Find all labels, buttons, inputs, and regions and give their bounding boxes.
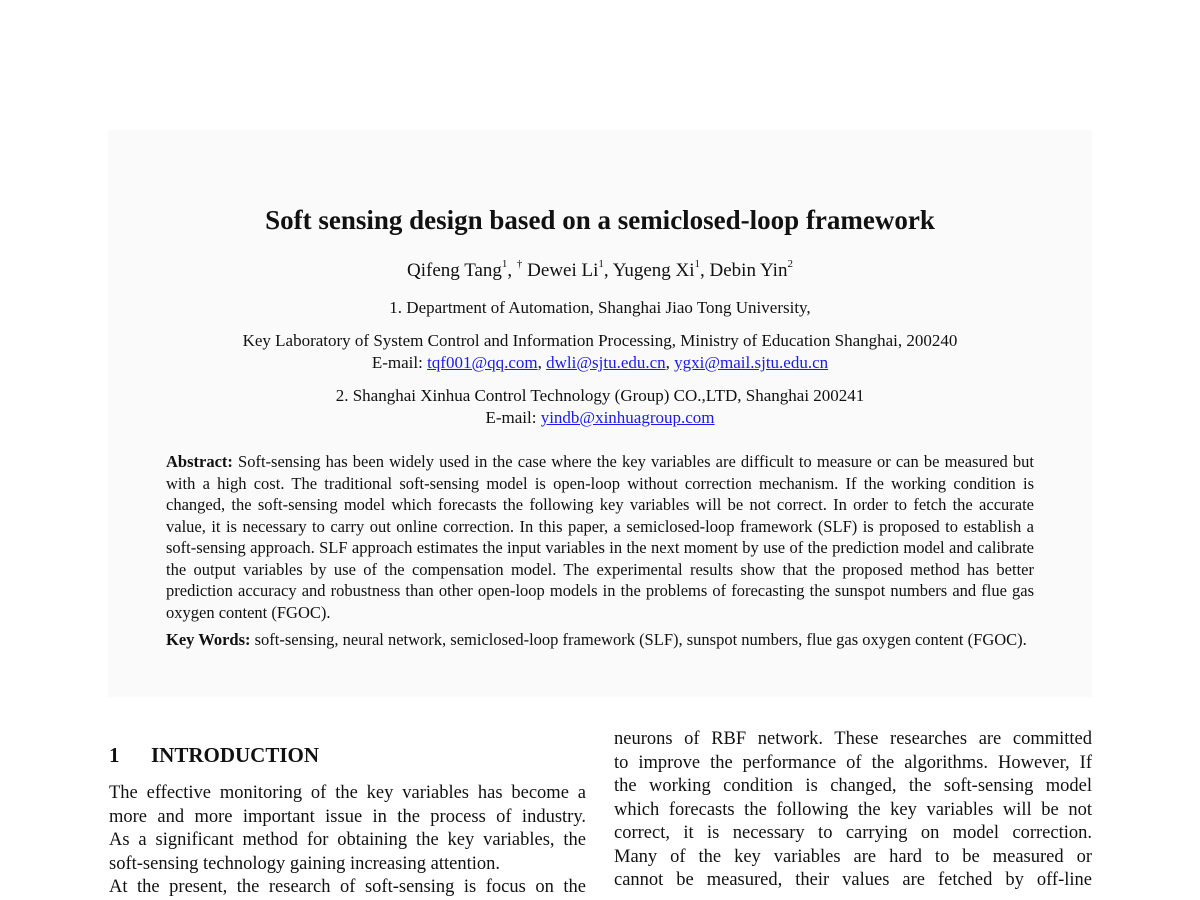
text-line: The effective monitoring of the key variables has become a [109, 783, 586, 803]
author-2-affil: 1 [598, 258, 604, 270]
email-link-li[interactable]: dwli@sjtu.edu.cn [546, 353, 666, 372]
author-1-affil: 1 [501, 258, 508, 270]
author-list: Qifeng Tang$^1$, † Dewei Li$^1$, Yugeng Xi$^1$, Debin Yin$^2$ [407, 258, 793, 281]
text-line: to improve the performance of the algorithms. However, If [614, 752, 1092, 773]
author-2: Dewei Li [527, 260, 599, 281]
affiliation-2-email [0, 408, 1200, 428]
author-3-affil: 1 [694, 258, 701, 270]
abstract-label: Abstract: [166, 452, 233, 471]
paper-title: Soft sensing design based on a semiclosed-loop framework [265, 205, 935, 235]
keywords [166, 629, 1034, 651]
affiliation-1-line-2: Key Laboratory of System Control and Information Processing, Ministry of Education Shanghai, 200240 [242, 331, 958, 350]
keywords-label: Key Words: [166, 630, 251, 649]
keywords-text: soft-sensing, neural network, semiclosed-loop framework (SLF), sunspot numbers, flue gas oxygen content (FGOC). [254, 630, 1027, 649]
author-4: Debin Yin [709, 260, 788, 281]
author-3: Yugeng Xi [612, 260, 695, 281]
text-line: cannot be measured, their values are fetched by off-line [614, 870, 1092, 890]
text-line: correct, it is necessary to carrying on model correction. [614, 823, 1092, 843]
text-line: which forecasts the following the key variables will be not [614, 799, 1092, 820]
text-line: Many of the key variables are hard to be measured or [614, 846, 1092, 867]
affiliation-1-line-1: 1. Department of Automation, Shanghai Jiao Tong University, [389, 298, 811, 317]
email-link-yin[interactable]: yindb@xinhuagroup.com [540, 408, 715, 427]
author-1: Qifeng Tang [407, 260, 502, 281]
email-label: E-mail: [485, 408, 537, 427]
abstract [166, 451, 1034, 623]
text-line: neurons of RBF network. These researches are committed [614, 729, 1092, 749]
email-label: E-mail: [371, 353, 423, 372]
abstract-text: Soft-sensing has been widely used in the case where the key variables are difficult to measure or can be measured but with a high cost. The traditional soft-sensing model is open-loop without correction mechanism. If the working condition is changed, the soft-sensing model which forecasts the following key variables will be not correct. In order to fetch the accurate value, it is necessary to carry out online correction. In this paper, a semiclosed-loop framework (SLF) is proposed to establish a soft-sensing approach. SLF approach estimates the input variables in the next moment by use of the prediction model and calibrate the output variables by use of the compensation model. The experimental results show that the proposed method has better prediction accuracy and robustness than other open-loop models in the problems of forecasting the sunspot numbers and flue gas oxygen content (FGOC). [166, 452, 1035, 622]
author-4-affil: 2 [787, 258, 793, 270]
right-column-text [614, 728, 1092, 893]
email-link-tang[interactable]: tqf001@qq.com [427, 353, 538, 372]
text-line: soft-sensing technology gaining increasing attention. [109, 853, 500, 874]
left-column-text [109, 782, 586, 900]
affiliation-2-line-1: 2. Shanghai Xinhua Control Technology (Group) CO.,LTD, Shanghai 200241 [335, 386, 865, 405]
text-line: At the present, the research of soft-sensing is focus on the [109, 877, 586, 897]
section-number: 1 [109, 743, 120, 767]
text-line: As a significant method for obtaining the key variables, the [109, 830, 586, 850]
text-line: the working condition is changed, the soft-sensing model [614, 776, 1092, 796]
section-heading [109, 743, 319, 768]
section-title: INTRODUCTION [151, 743, 320, 767]
email-link-xi[interactable]: ygxi@mail.sjtu.edu.cn [674, 353, 829, 372]
text-line: more and more important issue in the process of industry. [109, 806, 586, 827]
affiliation-1-email: E-mail: tqf001@qq.com, dwli@sjtu.edu.cn, ygxi@mail.sjtu.edu.cn [371, 353, 829, 372]
corresponding-mark: † [516, 258, 523, 270]
